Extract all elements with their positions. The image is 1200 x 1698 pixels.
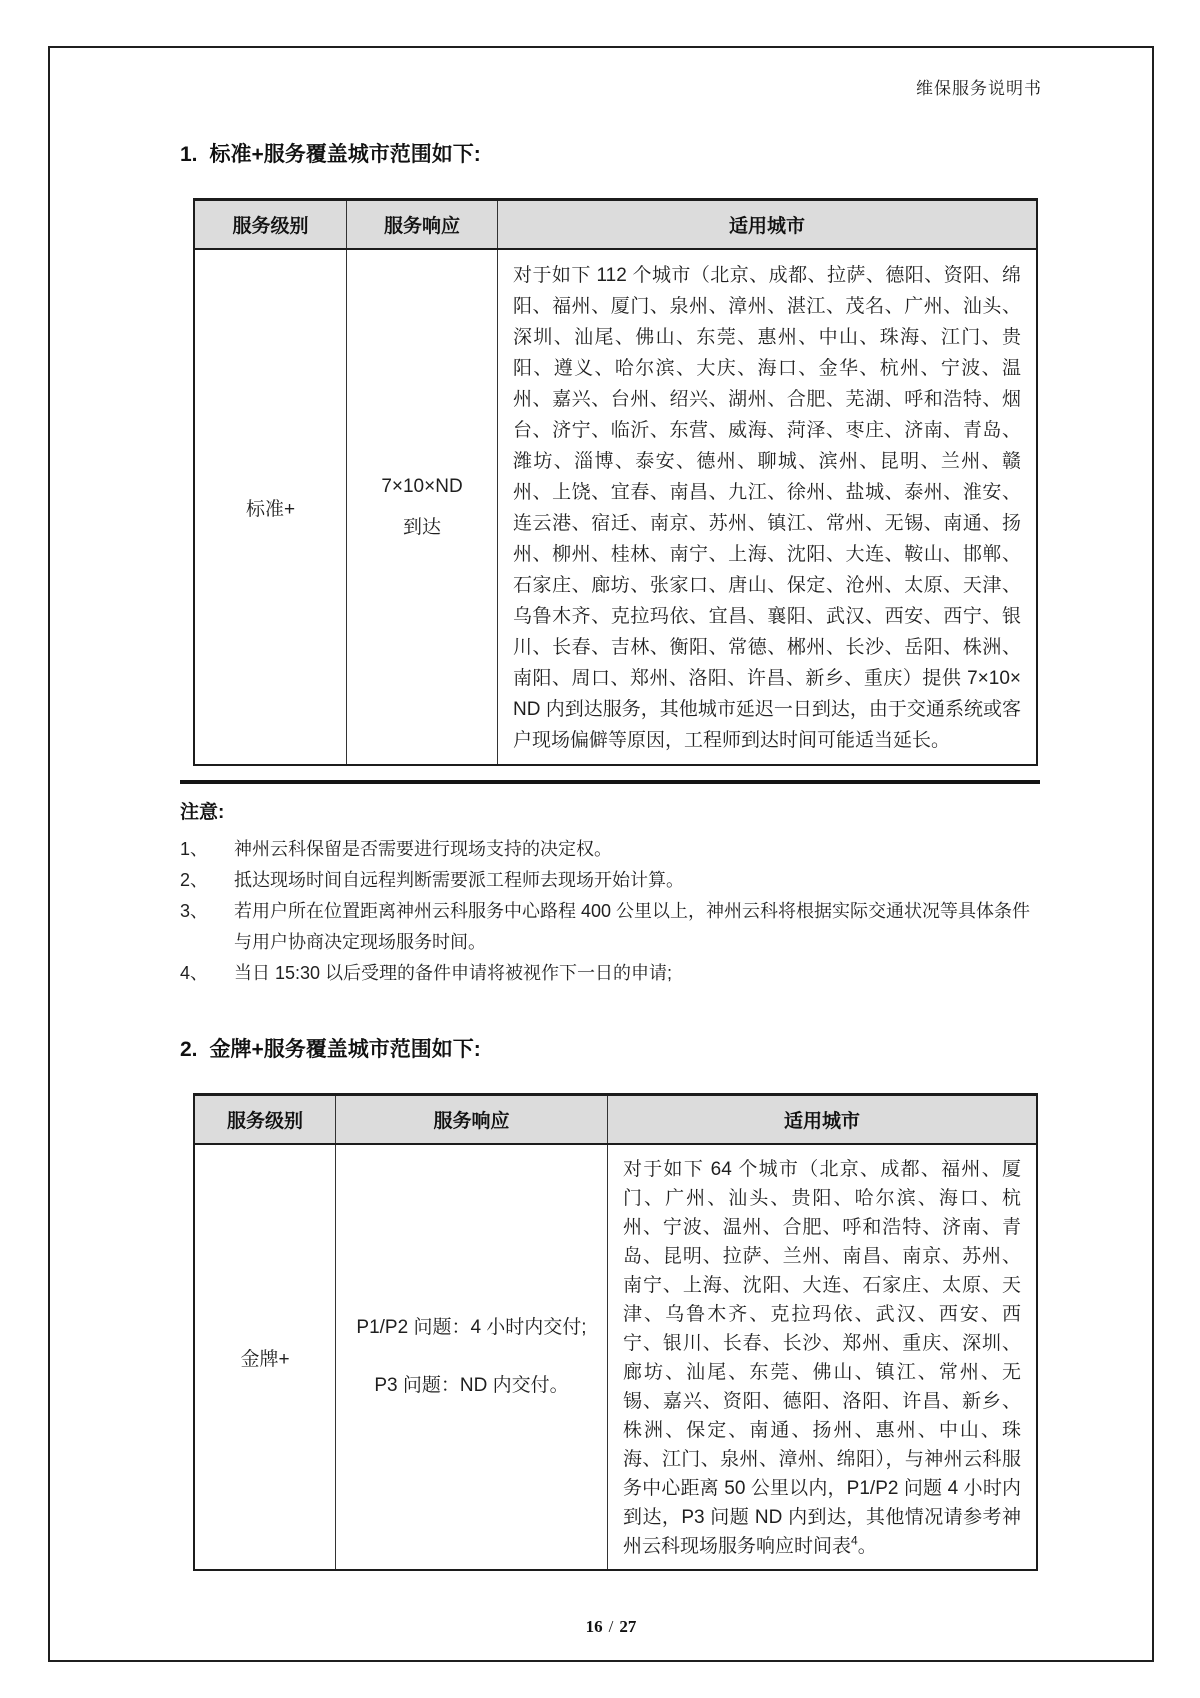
note-number: 1、: [180, 839, 209, 859]
table-row: [194, 1144, 1037, 1570]
section1-heading-text: 标准+服务覆盖城市范围如下:: [209, 143, 481, 166]
note-number: 4、: [180, 963, 209, 983]
column-header-applicable-cities: 适用城市: [498, 200, 1038, 250]
applicable-cities-cell: 对于如下 112 个城市（北京、成都、拉萨、德阳、资阳、绵阳、福州、厦门、泉州、漳州、湛江、茂名、广州、汕头、深圳、汕尾、佛山、东莞、惠州、中山、珠海、江门、贵阳、遵义、哈尔滨、大庆、海口、金华、杭州、宁波、温州、嘉兴、台州、绍兴、湖州、合肥、芜湖、呼和浩特、烟台、济宁、临沂、东营、威海、菏泽、枣庄、济南、青岛、潍坊、淄博、泰安、德州、聊城、滨州、昆明、兰州、赣州、上饶、宜春、南昌、九江、徐州、盐城、泰州、淮安、连云港、宿迁、南京、苏州、镇江、常州、无锡、南通、扬州、柳州、桂林、南宁、上海、沈阳、大连、鞍山、邯郸、石家庄、廊坊、张家口、唐山、保定、沧州、太原、天津、乌鲁木齐、克拉玛依、宜昌、襄阳、武汉、西安、西宁、银川、长春、吉林、衡阳、常德、郴州、长沙、岳阳、株洲、南阳、周口、郑州、洛阳、许昌、新乡、重庆）提供 7×10×ND 内到达服务，其他城市延迟一日到达，由于交通系统或客户现场偏僻等原因，工程师到达时间可能适当延长。: [498, 249, 1038, 765]
document-title-header: 维保服务说明书: [916, 79, 1042, 98]
page-border: [48, 46, 1154, 1662]
page-footer: [180, 1617, 1042, 1637]
footnote-ref: 4: [851, 1533, 858, 1548]
response-line-2: 到达: [402, 517, 441, 538]
cities-text-tail: 。: [857, 1536, 877, 1557]
page-total: 27: [619, 1617, 637, 1636]
note-text: 若用户所在位置距离神州云科服务中心路程 400 公里以上，神州云科将根据实际交通状况等具体条件与用户协商决定现场服务时间。: [234, 901, 1031, 952]
divider-rule: [180, 780, 1040, 784]
column-header-service-response: 服务响应: [336, 1095, 608, 1145]
section2-heading: [180, 1035, 1042, 1065]
note-text: 抵达现场时间自远程判断需要派工程师去现场开始计算。: [234, 870, 684, 890]
applicable-cities-cell: [608, 1144, 1038, 1570]
column-header-service-response: 服务响应: [347, 200, 498, 250]
response-line-1: 7×10×ND: [381, 476, 463, 497]
note-text: 当日 15:30 以后受理的备件申请将被视作下一日的申请;: [234, 963, 673, 983]
response-paragraph-p1p2: P1/P2 问题：4 小时内交付;: [356, 1317, 587, 1338]
service-response-cell: [347, 249, 498, 765]
note-number: 3、: [180, 901, 209, 921]
page-content: [50, 78, 1152, 1637]
section1-heading: [180, 140, 1042, 170]
table-header-row: [194, 200, 1037, 250]
section2-heading-text: 金牌+服务覆盖城市范围如下:: [209, 1038, 481, 1061]
section2-number: 2.: [180, 1038, 198, 1061]
list-item: [180, 896, 1042, 958]
response-paragraph-p3: P3 问题：ND 内交付。: [374, 1375, 569, 1396]
list-item: [180, 834, 1042, 865]
notes-list: [180, 834, 1042, 989]
gold-plus-service-table: [193, 1093, 1038, 1571]
section1-number: 1.: [180, 143, 198, 166]
list-item: [180, 958, 1042, 989]
note-text: 神州云科保留是否需要进行现场支持的决定权。: [234, 839, 612, 859]
list-item: [180, 865, 1042, 896]
column-header-applicable-cities: 适用城市: [608, 1095, 1038, 1145]
column-header-service-level: 服务级别: [194, 200, 347, 250]
service-response-cell: [336, 1144, 608, 1570]
service-level-cell: 金牌+: [194, 1144, 336, 1570]
standard-plus-service-table: [193, 198, 1038, 766]
cities-text: 对于如下 64 个城市（北京、成都、福州、厦门、广州、汕头、贵阳、哈尔滨、海口、杭州、宁波、温州、合肥、呼和浩特、济南、青岛、昆明、拉萨、兰州、南昌、南京、苏州、南宁、上海、沈阳、大连、石家庄、太原、天津、乌鲁木齐、克拉玛依、武汉、西安、西宁、银川、长春、长沙、郑州、重庆、深圳、廊坊、汕尾、东莞、佛山、镇江、常州、无锡、嘉兴、资阳、德阳、洛阳、许昌、新乡、株洲、保定、南通、扬州、惠州、中山、珠海、江门、泉州、漳州、绵阳），与神州云科服务中心距离 50 公里以内，P1/P2 问题 4 小时内到达，P3 问题 ND 内到达，其他情况请参考神州云科现场服务响应时间表: [623, 1159, 1021, 1557]
table-row: [194, 249, 1037, 765]
column-header-service-level: 服务级别: [194, 1095, 336, 1145]
note-number: 2、: [180, 870, 209, 890]
table-header-row: [194, 1095, 1037, 1145]
page-number: 16: [585, 1617, 603, 1636]
page-separator: /: [608, 1617, 614, 1636]
notes-label: 注意:: [180, 802, 225, 823]
service-level-cell: 标准+: [194, 249, 347, 765]
